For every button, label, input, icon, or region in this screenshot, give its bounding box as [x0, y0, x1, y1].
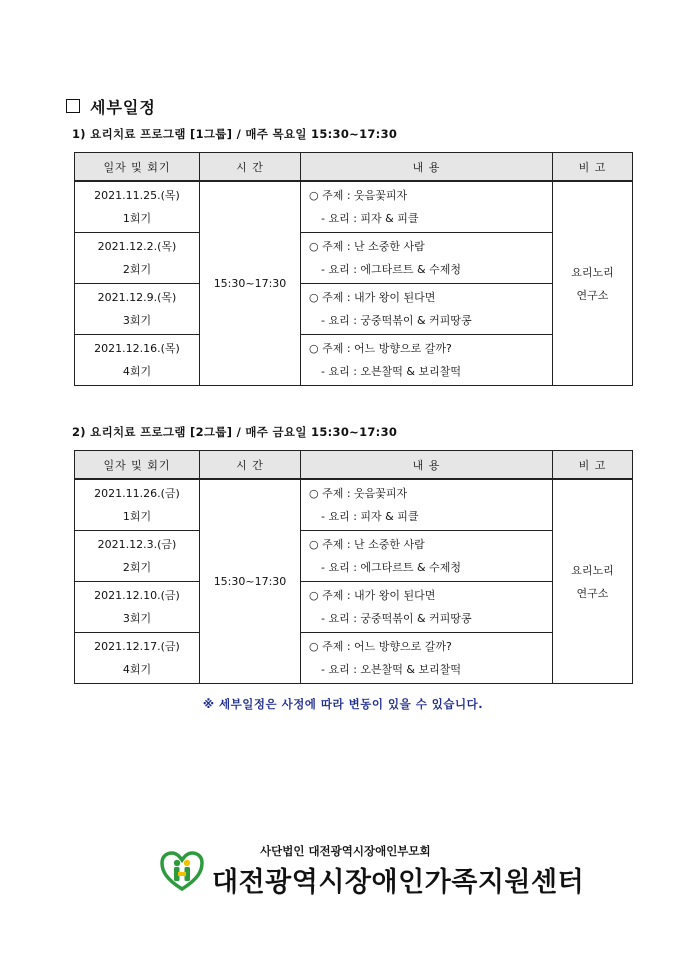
date-text: 2021.11.25.(목) [94, 189, 180, 202]
date-cell [75, 582, 200, 633]
header-content: 내 용 [301, 451, 553, 480]
table-header-row [75, 451, 633, 480]
person-head-left [174, 860, 180, 866]
schedule-table-2 [74, 450, 633, 684]
date-text: 2021.12.10.(금) [94, 589, 180, 602]
header-time: 시 간 [200, 153, 301, 182]
family-logo-icon [160, 851, 204, 891]
header-date: 일자 및 회기 [75, 153, 200, 182]
date-cell [75, 633, 200, 684]
content-cell [301, 335, 553, 386]
note-line-1: 요리노리 [571, 265, 614, 279]
table-row [75, 633, 633, 684]
header-note: 비 고 [553, 451, 633, 480]
table-header-row [75, 153, 633, 182]
content-cell [301, 531, 553, 582]
date-cell [75, 335, 200, 386]
content-cell [301, 582, 553, 633]
header-content: 내 용 [301, 153, 553, 182]
logo-org-name: 사단법인 대전광역시장애인부모회 [260, 844, 431, 858]
note-line-2: 연구소 [576, 586, 609, 600]
theme-text: ○ 주제 : 난 소중한 사람 [309, 538, 425, 551]
session-text: 3회기 [122, 314, 152, 327]
heart-outline-shape [162, 853, 202, 889]
organization-logo [160, 843, 584, 899]
content-cell [301, 284, 553, 335]
table-row [75, 531, 633, 582]
content-cell [301, 181, 553, 233]
schedule-table-1 [74, 152, 633, 386]
content-cell [301, 633, 553, 684]
table-row [75, 284, 633, 335]
theme-text: ○ 주제 : 어느 방향으로 갈까? [309, 640, 452, 653]
date-cell [75, 233, 200, 284]
logo-center-name: 대전광역시장애인가족지원센터 [212, 867, 585, 898]
date-text: 2021.12.16.(목) [94, 342, 180, 355]
date-cell [75, 284, 200, 335]
table-row [75, 479, 633, 531]
session-text: 1회기 [122, 212, 152, 225]
dish-text: - 요리 : 피자 & 피클 [321, 510, 419, 523]
program-2-title: 2) 요리치료 프로그램 [2그룹] / 매주 금요일 15:30~17:30 [72, 425, 398, 439]
theme-text: ○ 주제 : 어느 방향으로 갈까? [309, 342, 452, 355]
table-row [75, 181, 633, 233]
footnote: ※ 세부일정은 사정에 따라 변동이 있을 수 있습니다. [202, 697, 484, 711]
session-text: 1회기 [122, 510, 152, 523]
dish-text: - 요리 : 궁중떡볶이 & 커피땅콩 [321, 612, 472, 625]
dish-text: - 요리 : 궁중떡볶이 & 커피땅콩 [321, 314, 472, 327]
note-line-2: 연구소 [576, 288, 609, 302]
note-line-1: 요리노리 [571, 563, 614, 577]
theme-text: ○ 주제 : 난 소중한 사람 [309, 240, 425, 253]
section-heading [66, 95, 156, 117]
header-time: 시 간 [200, 451, 301, 480]
program-1-title: 1) 요리치료 프로그램 [1그룹] / 매주 목요일 15:30~17:30 [72, 127, 398, 141]
heading-title: 세부일정 [90, 97, 156, 117]
date-text: 2021.12.3.(금) [97, 538, 177, 551]
theme-text: ○ 주제 : 내가 왕이 된다면 [309, 589, 436, 602]
checkbox-square-icon [66, 99, 80, 113]
session-text: 2회기 [122, 561, 152, 574]
dish-text: - 요리 : 오븐찰떡 & 보리찰떡 [321, 663, 461, 676]
time-cell: 15:30~17:30 [200, 181, 301, 386]
header-date: 일자 및 회기 [75, 451, 200, 480]
note-cell [553, 479, 633, 684]
theme-text: ○ 주제 : 웃음꽃피자 [309, 487, 408, 500]
date-cell [75, 181, 200, 233]
session-text: 4회기 [122, 663, 152, 676]
table-row [75, 233, 633, 284]
session-text: 2회기 [122, 263, 152, 276]
time-cell: 15:30~17:30 [200, 479, 301, 684]
content-cell [301, 233, 553, 284]
note-cell [553, 181, 633, 386]
date-text: 2021.12.17.(금) [94, 640, 180, 653]
content-cell [301, 479, 553, 531]
dish-text: - 요리 : 피자 & 피클 [321, 212, 419, 225]
date-text: 2021.12.2.(목) [97, 240, 177, 253]
linked-hands-bar [178, 872, 186, 876]
date-cell [75, 531, 200, 582]
person-head-right [184, 860, 190, 866]
table-row [75, 335, 633, 386]
date-text: 2021.11.26.(금) [94, 487, 180, 500]
header-note: 비 고 [553, 153, 633, 182]
dish-text: - 요리 : 오븐찰떡 & 보리찰떡 [321, 365, 461, 378]
table-row [75, 582, 633, 633]
session-text: 3회기 [122, 612, 152, 625]
theme-text: ○ 주제 : 웃음꽃피자 [309, 189, 408, 202]
date-text: 2021.12.9.(목) [97, 291, 177, 304]
session-text: 4회기 [122, 365, 152, 378]
date-cell [75, 479, 200, 531]
dish-text: - 요리 : 에그타르트 & 수제청 [321, 263, 461, 276]
theme-text: ○ 주제 : 내가 왕이 된다면 [309, 291, 436, 304]
dish-text: - 요리 : 에그타르트 & 수제청 [321, 561, 461, 574]
